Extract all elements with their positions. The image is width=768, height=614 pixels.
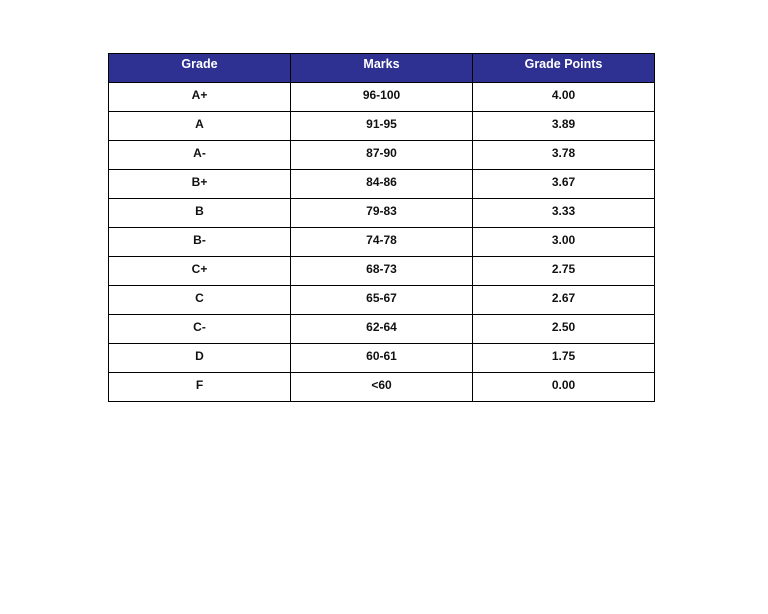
table-row [109,228,655,257]
cell-grade-points: 2.75 [473,257,655,286]
cell-grade: C- [109,315,291,344]
table-header [109,54,655,83]
cell-marks: 65-67 [291,286,473,315]
cell-grade: B- [109,228,291,257]
header-grade: Grade [109,54,291,83]
header-grade-points: Grade Points [473,54,655,83]
cell-grade-points: 4.00 [473,83,655,112]
cell-grade: A [109,112,291,141]
cell-marks: 68-73 [291,257,473,286]
table-row [109,286,655,315]
table-row [109,199,655,228]
cell-marks: 74-78 [291,228,473,257]
cell-grade: A- [109,141,291,170]
cell-grade-points: 3.67 [473,170,655,199]
cell-marks: 62-64 [291,315,473,344]
cell-marks: 96-100 [291,83,473,112]
cell-grade: B [109,199,291,228]
cell-marks: 87-90 [291,141,473,170]
cell-grade-points: 2.67 [473,286,655,315]
header-marks: Marks [291,54,473,83]
cell-grade-points: 3.00 [473,228,655,257]
table-row [109,170,655,199]
table-row [109,112,655,141]
cell-grade-points: 1.75 [473,344,655,373]
table-row [109,315,655,344]
cell-marks: <60 [291,373,473,402]
cell-grade-points: 0.00 [473,373,655,402]
cell-grade: D [109,344,291,373]
header-row [109,54,655,83]
table-row [109,83,655,112]
cell-grade: F [109,373,291,402]
cell-grade: C+ [109,257,291,286]
cell-grade-points: 3.33 [473,199,655,228]
cell-grade-points: 3.89 [473,112,655,141]
cell-marks: 60-61 [291,344,473,373]
table-row [109,344,655,373]
cell-grade-points: 2.50 [473,315,655,344]
table-row [109,373,655,402]
cell-marks: 84-86 [291,170,473,199]
cell-grade: C [109,286,291,315]
cell-grade: A+ [109,83,291,112]
table-body [109,83,655,402]
cell-marks: 79-83 [291,199,473,228]
table-row [109,257,655,286]
cell-grade: B+ [109,170,291,199]
table-row [109,141,655,170]
cell-grade-points: 3.78 [473,141,655,170]
grade-table [108,53,655,402]
cell-marks: 91-95 [291,112,473,141]
